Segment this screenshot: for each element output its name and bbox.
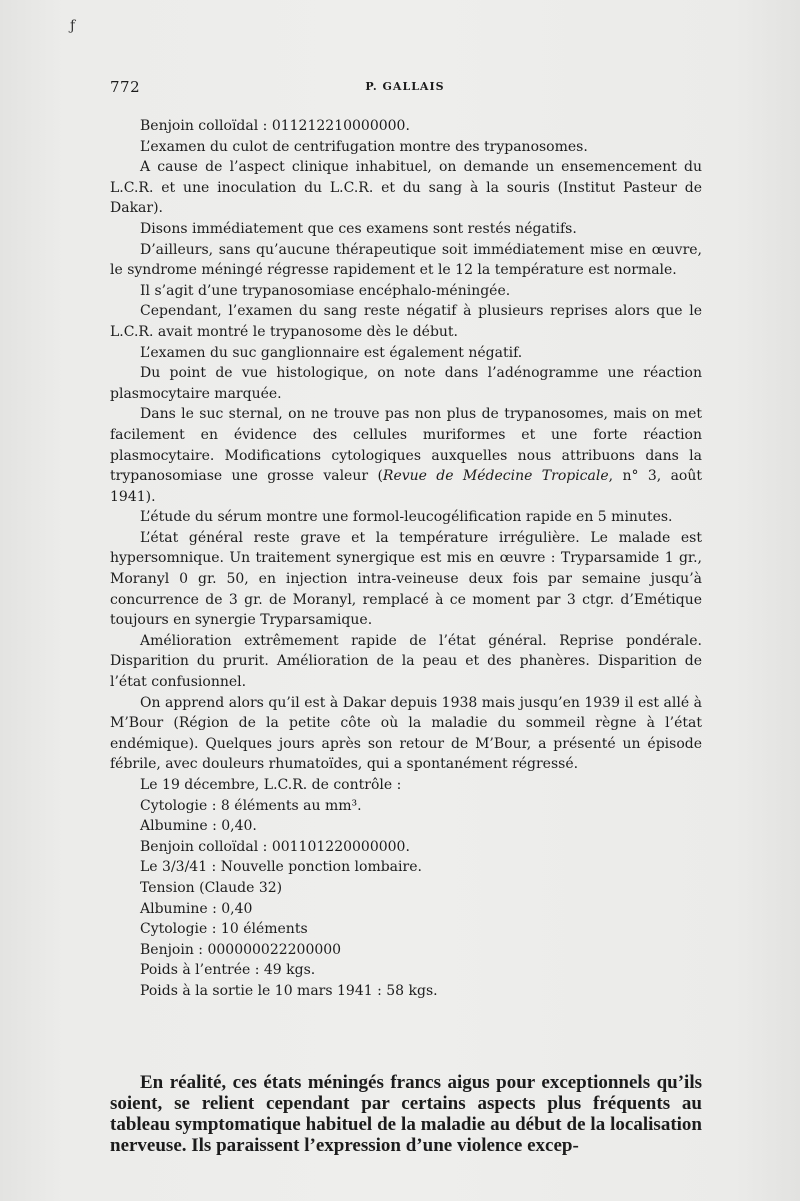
paragraph: L’état général reste grave et la température irrégulière. Le malade est hypersomnique. Un traitement synergique est mis en œuvre : Tryparsamide 1 gr., Moranyl 0 gr. 50, en injection intra-veineuse deux fois par semaine jusqu’à concurrence de 3 gr. de Moranyl, remplacé à ce moment par 3 ctgr. d’Emétique toujours en synergie Tryparsamique. [110,529,702,629]
running-head: P. GALLAIS [365,80,445,93]
paragraph: L’examen du culot de centrifugation montre des trypanosomes. [140,138,588,155]
paragraph: A cause de l’aspect clinique inhabituel, on demande un ensemencement du L.C.R. et une inoculation du L.C.R. et du sang à la souris (Institut Pasteur de Dakar). [110,159,702,217]
citation-rest: , n° 3, août 1941). [110,468,702,505]
page-header [110,78,700,100]
paragraph-with-citation [110,404,702,507]
paragraph-text: Dans le suc sternal, on ne trouve pas non plus de trypanosomes, mais on met facilement en évidence des cellules muriformes et une forte réaction plasmocytaire. Modifications cytologiques auxquelles nous attribuons dans la trypanosomiase une grosse valeur [110,406,702,485]
lab-line: Benjoin : 000000022200000 [140,941,342,958]
citation-open: ( [377,468,383,485]
paragraph: Benjoin colloïdal : 011212210000000. [140,118,410,134]
paragraph: Du point de vue histologique, on note dans l’adénogramme une réaction plasmocytaire marquée. [110,365,702,402]
paragraph: D’ailleurs, sans qu’aucune thérapeutique soit immédiatement mise en œuvre, le syndrome méningé régresse rapidement et le 12 la température est normale. [110,241,702,279]
lab-line: Poids à la sortie le 10 mars 1941 : 58 kgs. [140,982,438,999]
bold-paragraph [110,1072,702,1156]
paragraph: On apprend alors qu’il est à Dakar depuis 1938 mais jusqu’en 1939 il est allé à M’Bour (Région de la petite côte où la maladie du sommeil règne à l’état endémique). Quelques jours après son retour de M’Bour, a présenté un épisode fébrile, avec douleurs rhumatoïdes, qui a spontanément régressé. [110,694,702,773]
paragraph: Il s’agit d’une trypanosomiase encéphalo-méningée. [140,282,511,299]
lab-line: Benjoin colloïdal : 001101220000000. [140,838,410,855]
lab-line: Poids à l’entrée : 49 kgs. [140,962,316,979]
paragraph: L’examen du suc ganglionnaire est également négatif. [140,344,523,361]
lab-line: Cytologie : 8 éléments au mm³. [140,797,362,814]
bold-paragraph-text: En réalité, ces états méningés francs aigus pour exceptionnels qu’ils soient, se relient cependant par certains aspects plus fréquents au tableau symptomatique habituel de la maladie au début de la localisation nerveuse. Ils paraissent l’expression d’une violence excep- [110,1072,702,1156]
paragraph: Disons immédiatement que ces examens sont restés négatifs. [140,220,577,237]
citation-journal: Revue de Médecine Tropicale [382,468,609,485]
page-number: 772 [110,78,141,96]
lab-line: Albumine : 0,40. [140,818,257,835]
paragraph: L’étude du sérum montre une formol-leucogélification rapide en 5 minutes. [140,509,673,526]
paragraph: Cependant, l’examen du sang reste négatif à plusieurs reprises alors que le L.C.R. avait montré le trypanosome dès le début. [110,303,702,340]
margin-mark: ƒ [70,18,76,34]
body-text [110,116,702,1002]
lab-line: Cytologie : 10 éléments [140,921,308,938]
paragraph: Amélioration extrêmement rapide de l’état général. Reprise pondérale. Disparition du prurit. Amélioration de la peau et des phanères. Disparition de l’état confusionnel. [110,632,702,691]
lab-line: Tension (Claude 32) [140,879,283,896]
lab-line: Albumine : 0,40 [140,900,253,917]
lab-line: Le 3/3/41 : Nouvelle ponction lombaire. [140,859,422,876]
lab-line: Le 19 décembre, L.C.R. de contrôle : [140,777,402,793]
